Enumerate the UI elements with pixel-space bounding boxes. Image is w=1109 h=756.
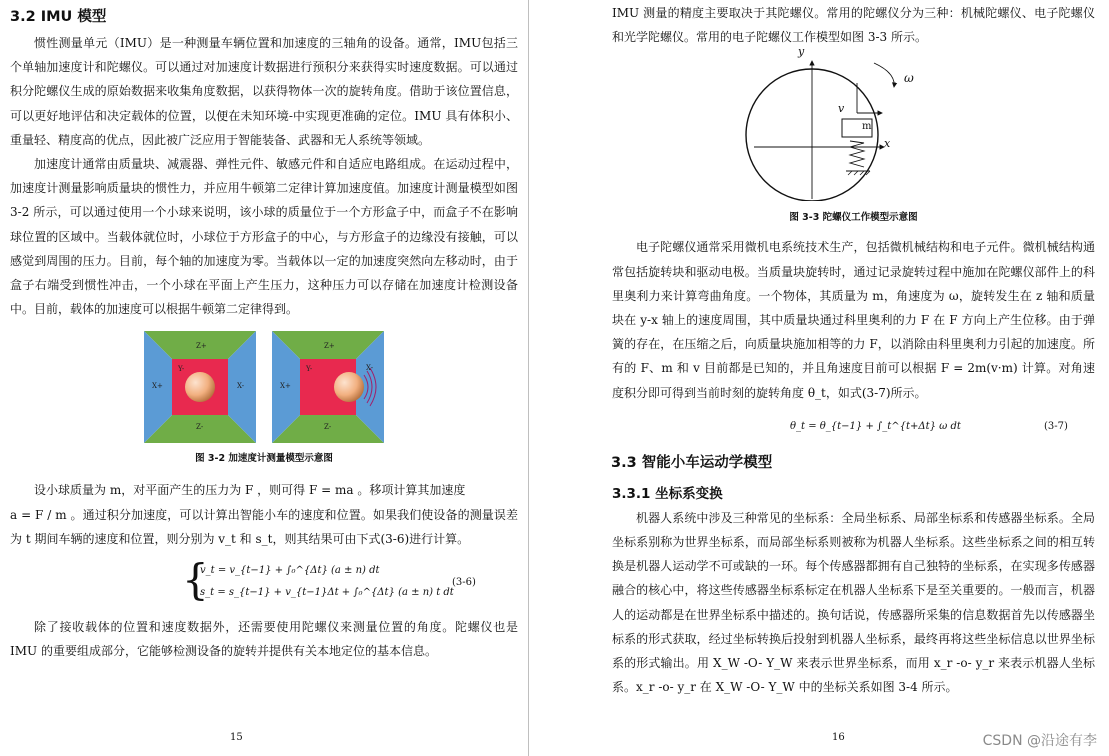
- paragraph: 除了接收载体的位置和速度数据外，还需要使用陀螺仪来测量位置的角度。陀螺仪也是 IMU 的重要组成部分，它能够检测设备的旋转并提供有关本地定位的基本信息。: [10, 620, 518, 659]
- section-title: 3.2 IMU 模型: [10, 9, 107, 25]
- subsection-title: 3.3.1 坐标系变换: [612, 485, 723, 502]
- gyroscope-figure: [612, 45, 1095, 201]
- mass-label: m: [862, 121, 872, 133]
- paragraph: 电子陀螺仪通常采用微机电系统技术生产，包括微机械结构和电子元件。微机械结构通常包括旋转块和驱动电极。当质量块旋转时，通过记录旋转过程中施加在陀螺仪部件上的科里奥利力来计算弯曲角度。一个物体，其质量为 m，角速度为 ω，旋转发生在 z 轴和质量块在 y-x 轴上的速度周围，其中质量块通过科里奥利的力 F 在 F 方向上产生位移。由于弹簧的存在，在压缩之后，向质量块施加相等的力 F，以消除由科里奥利力引起的加速度。所有的 F、m 和 v 目前都是已知的，并且角速度目前可以根据 F = 2m(v·m) 计算。对角速度积分即可得到当前时刻的旋转角度 θ_t，如式(3-7)所示。: [612, 240, 1095, 400]
- accelerometer-box-accelerating: [272, 331, 384, 443]
- label-x-minus: X-: [237, 382, 245, 391]
- equation-number: (3-6): [452, 577, 476, 589]
- paragraph: 设小球质量为 m，对平面产生的压力为 F ，则可得 F = ma 。移项计算其加速度: [34, 483, 466, 498]
- label-x-minus: X-: [366, 364, 374, 373]
- section-title: 3.3 智能小车运动学模型: [611, 454, 773, 471]
- page-15: [0, 0, 528, 756]
- label-z-minus: Z-: [196, 423, 204, 432]
- paragraph: 加速度计通常由质量块、减震器、弹性元件、敏感元件和自适应电路组成。在运动过程中，加速度计测量影响质量块的惯性力，并应用牛顿第二定律计算加速度值。加速度计测量模型如图 3-2 所示，可以通过使用一个小球来说明，该小球的质量位于一个方形盒子中，而盒子不在影响球位置的区域中。当载体就位时，小球位于方形盒子的中心，与方形盒子的边缘没有接触，可以感觉到周围的压力。目前，每个轴的加速度为零。当载体以一定的加速度突然向左移动时，由于盒子右端受到惯性冲击，一个小球在平面上产生压力，这种压力可以存储在加速度计检测设备中。目前，载体的加速度可以根据牛顿第二定律得到。: [10, 157, 518, 317]
- velocity-label: v: [838, 102, 845, 116]
- figure-caption: 图 3-2 加速度计测量模型示意图: [195, 453, 333, 465]
- equation-line: θ_t = θ_{t−1} + ∫_t^{t+Δt} ω dt: [790, 420, 961, 432]
- paragraph: 惯性测量单元（IMU）是一种测量车辆位置和加速度的三轴角的设备。通常，IMU包括三个单轴加速度计和陀螺仪。可以通过对加速度计数据进行预积分来获得实时速度数据。可以通过积分陀螺仪生成的原始数据来收集角度数据，以获得物体一次的旋转角度。借助于该位置信息，可以更好地评估和决定载体的位置，以便在未知环境-中实现更准确的定位。IMU 具有体积小、重量轻、精度高的优点，因此被广泛应用于智能装备、武器和无人系统等领域。: [10, 36, 518, 147]
- page-16: [540, 0, 1109, 756]
- label-x-plus: X+: [280, 382, 291, 391]
- label-z-minus: Z-: [324, 423, 332, 432]
- paragraph: IMU 测量的精度主要取决于其陀螺仪。常用的陀螺仪分为三种：机械陀螺仪、电子陀螺仪和光学陀螺仪。常用的电子陀螺仪工作模型如图 3-3 所示。: [612, 6, 1095, 45]
- label-y-minus: Y-: [306, 365, 313, 374]
- equation-line: s_t = s_{t−1} + v_{t−1}Δt + ∫₀^{Δt} (a ± n) t dt: [200, 587, 454, 599]
- page-divider: [528, 0, 529, 756]
- accelerometer-box-rest: [144, 331, 256, 443]
- page-gutter: [528, 0, 540, 756]
- equation-3-6: [10, 557, 518, 609]
- page-number: 15: [230, 732, 243, 743]
- label-z-plus: Z+: [196, 342, 207, 351]
- omega-label: ω: [904, 71, 914, 86]
- equation-number: (3-7): [1044, 420, 1068, 432]
- figure-caption: 图 3-3 陀螺仪工作模型示意图: [789, 212, 918, 224]
- brace: {: [182, 555, 209, 605]
- page-15-content: [10, 0, 518, 663]
- paragraph: 机器人系统中涉及三种常见的坐标系：全局坐标系、局部坐标系和传感器坐标系。全局坐标系别称为世界坐标系，而局部坐标系则被称为机器人坐标系。这些坐标系之间的相互转换是机器人运动学不可或缺的一环。每个传感器都拥有自己独特的坐标系，在实现多传感器融合的核心中，将这些传感器坐标系标定在机器人坐标系下是至关重要的。一般而言，机器人的运动都是在世界坐标系中描述的。换句话说，传感器所采集的信息数据首先以传感器坐标系的形式获取，经过坐标转换后投射到机器人坐标系，最终再将这些坐标信息以世界坐标系的形式输出。用 X_W -O- Y_W 来表示世界坐标系，而用 x_r -o- y_r 来表示机器人坐标系。x_r -o- y_r 在 X_W -O- Y_W 中的坐标关系如图 3-4 所示。: [612, 510, 1095, 695]
- accelerometer-figure: [10, 331, 518, 443]
- label-y-minus: Y-: [178, 365, 185, 374]
- axis-label-x: x: [884, 137, 891, 151]
- equation-line: v_t = v_{t−1} + ∫₀^{Δt} (a ± n) dt: [200, 565, 380, 577]
- equation-3-7: [612, 411, 1095, 445]
- paragraph: a = F / m 。通过积分加速度，可以计算出智能小车的速度和位置。如果我们使设备的测量误差为 t 期间车辆的速度和位置，则分别为 v_t 和 s_t，则其结果可由下式(3-6)进行计算。: [10, 507, 518, 546]
- label-x-plus: X+: [152, 382, 163, 391]
- page-number: 16: [832, 732, 845, 743]
- page-16-content: [612, 0, 1095, 699]
- axis-label-y: y: [798, 45, 805, 59]
- watermark: CSDN @沿途有李: [982, 733, 1097, 749]
- label-z-plus: Z+: [324, 342, 335, 351]
